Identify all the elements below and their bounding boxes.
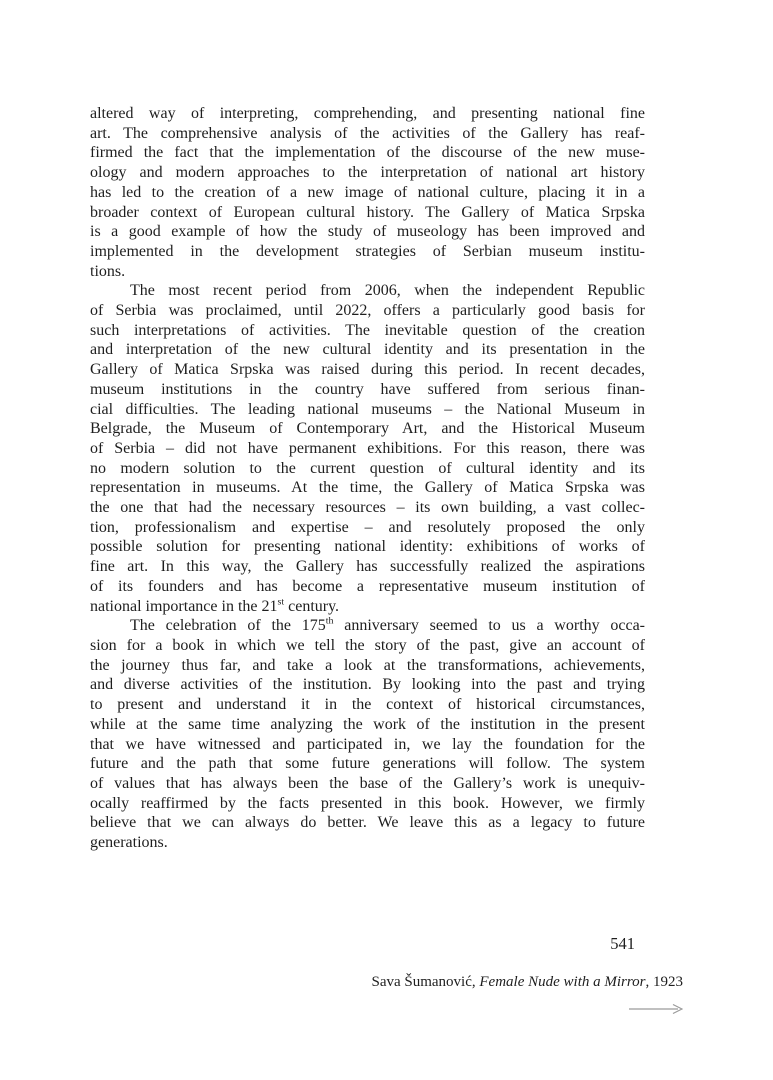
text-line: no modern solution to the current question of cultural identity and its — [90, 459, 645, 477]
text-line: ology and modern approaches to the interpretation of national art history — [90, 164, 645, 182]
text-line: generations. — [90, 834, 168, 852]
text-line: while at the same time analyzing the work of the institution in the present — [90, 715, 645, 733]
caption-work-title: Female Nude with a Mirror — [479, 974, 646, 990]
text-line: altered way of interpreting, comprehending, and presenting national fine — [90, 105, 645, 122]
text-line: broader context of European cultural history. The Gallery of Matica Srpska — [90, 203, 645, 221]
text-line: Gallery of Matica Srpska was raised during this period. In recent decades, — [90, 361, 645, 379]
text-line: tion, professionalism and expertise – and resolutely proposed the only — [90, 518, 645, 536]
text-line: the journey thus far, and take a look at the transformations, achievements, — [90, 656, 645, 674]
text-line: that we have witnessed and participated in, we lay the foundation for the — [90, 735, 645, 753]
text-line: believe that we can always do better. We leave this as a legacy to future — [90, 814, 645, 832]
next-page-arrow-icon — [629, 1002, 683, 1014]
caption-year: , 1923 — [645, 974, 683, 990]
text-line: fine art. In this way, the Gallery has successfully realized the aspirations — [90, 558, 645, 576]
text-line: is a good example of how the study of museology has been improved and — [90, 223, 645, 241]
text-line: and diverse activities of the institution. By looking into the past and trying — [90, 676, 645, 694]
page-number: 541 — [610, 934, 635, 953]
body-text — [90, 104, 645, 853]
text-line: museum institutions in the country have suffered from serious finan- — [90, 380, 645, 398]
text-line: sion for a book in which we tell the story of the past, give an account of — [90, 636, 645, 654]
text-line: of values that has always been the base of the Gallery’s work is unequiv- — [90, 774, 645, 792]
text-line: representation in museums. At the time, the Gallery of Matica Srpska was — [90, 479, 645, 497]
text-line: cial difficulties. The leading national museums – the National Museum in — [90, 400, 645, 418]
text-line: Belgrade, the Museum of Contemporary Art, and the Historical Museum — [90, 420, 645, 438]
text-line: such interpretations of activities. The inevitable question of the creation — [90, 321, 645, 339]
text-line: of Serbia was proclaimed, until 2022, offers a particularly good basis for — [90, 302, 645, 320]
text-line: tions. — [90, 262, 126, 280]
text-line: of its founders and has become a representative museum institution of — [90, 577, 645, 595]
text-line: of Serbia – did not have permanent exhibitions. For this reason, there was — [90, 439, 645, 457]
text-line: The celebration of the 175th anniversary seemed to us a worthy occa- — [130, 615, 646, 635]
text-line: ocally reaffirmed by the facts presented in this book. However, we firmly — [90, 794, 645, 812]
text-line: and interpretation of the new cultural identity and its presentation in the — [90, 341, 645, 359]
text-line: has led to the creation of a new image of national culture, placing it in a — [90, 183, 645, 201]
text-line: art. The comprehensive analysis of the activities of the Gallery has reaf- — [90, 124, 645, 142]
text-line: the one that had the necessary resources – its own building, a vast collec- — [90, 499, 645, 517]
text-line: firmed the fact that the implementation of the discourse of the new muse- — [90, 144, 645, 162]
figure-caption — [371, 973, 683, 993]
text-line: possible solution for presenting national identity: exhibitions of works of — [90, 538, 645, 556]
text-line: national importance in the 21st century. — [90, 596, 340, 615]
text-line: to present and understand it in the context of historical circumstances, — [90, 696, 645, 714]
text-line: The most recent period from 2006, when the independent Republic — [130, 282, 645, 300]
text-line: implemented in the development strategies of Serbian museum institu- — [90, 242, 645, 260]
text-line: future and the path that some future generations will follow. The system — [90, 755, 645, 773]
caption-artist: Sava Šumanović, — [371, 974, 480, 990]
